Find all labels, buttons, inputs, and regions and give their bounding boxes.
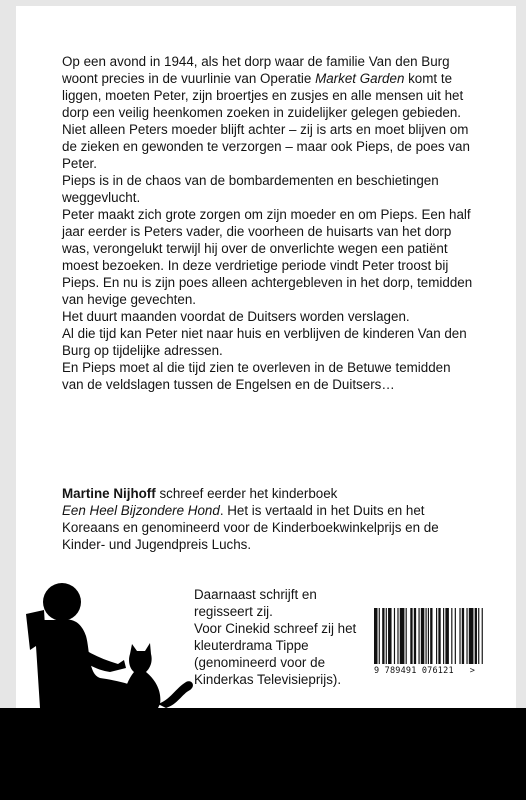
author-name: Martine Nijhoff	[62, 486, 156, 501]
barcode-bar	[388, 608, 392, 664]
barcode-bar	[400, 608, 405, 664]
barcode-bar	[394, 608, 395, 664]
barcode-arrow: >	[469, 666, 476, 676]
previous-book-title: Een Heel Bijzondere Hond	[62, 503, 220, 518]
cover-frame-top	[0, 0, 526, 6]
barcode-bar	[451, 608, 452, 664]
barcode-bar	[462, 608, 464, 664]
operation-name: Market Garden	[315, 71, 405, 86]
barcode-bar	[466, 608, 467, 664]
barcode-bar	[445, 608, 449, 664]
cover-frame-right	[516, 0, 526, 800]
blurb-paragraph-6: En Pieps moet al die tijd zien te overleven in de Betuwe temidden van de veldslagen tussen de Engelsen en de Duitsers…	[62, 360, 451, 392]
isbn-barcode	[370, 606, 490, 688]
barcode-bar	[459, 608, 460, 664]
blurb-paragraph-2: Pieps is in de chaos van de bombardementen en beschietingen weggevlucht.	[62, 173, 439, 205]
barcode-bar	[436, 608, 437, 664]
blurb-paragraph-4: Het duurt maanden voordat de Duitsers worden verslagen.	[62, 309, 410, 324]
barcode-bar	[425, 608, 426, 664]
author-bio: Martine Nijhoff schreef eerder het kinderboek Een Heel Bijzondere Hond. Het is vertaald in het Duits en het Koreaans en genomineerd voor de Kinderboekwinkelprijs en de Kinder- und Jugendpreis Luchs.	[62, 486, 439, 552]
barcode-bar	[455, 608, 456, 664]
blurb-paragraph-3: Peter maakt zich grote zorgen om zijn moeder en om Pieps. Een half jaar eerder is Peters vader, die voorheen de huisarts van het dorp was, verongelukt terwijl hij over de onverlichte wegen een patiënt moest bezoeken. In deze verdrietige periode vindt Peter troost bij Pieps. En nu is zijn poes alleen achtergebleven in het dorp, temidden van hevige gevechten.	[62, 207, 473, 307]
barcode-bar	[478, 608, 479, 664]
blurb-paragraph-5: Al die tijd kan Peter niet naar huis en verblijven de kinderen Van den Burg op tijdelijke adressen.	[62, 326, 467, 358]
barcode-bar	[475, 608, 477, 664]
blurb-paragraph-1: Op een avond in 1944, als het dorp waar de familie Van den Burg woont precies in de vuurlinie van Operatie Market Garden komt te liggen, moeten Peter, zijn broertjes en zusjes en alle mensen uit het dorp een veilig heenkomen zoeken in zuidelijker gelegen gebieden. Niet alleen Peters moeder blijft achter – zij is arts en moet blijven om de zieken en gewonden te verzorgen – maar ook Pieps, de poes van Peter.	[62, 54, 470, 171]
barcode-bar	[386, 608, 387, 664]
bottom-black-band	[0, 708, 526, 800]
barcode-bar	[379, 608, 380, 664]
child-and-cat-silhouette-icon	[0, 580, 230, 712]
author-bio-continued: Daarnaast schrijft en regisseert zij. Voor Cinekid schreef zij het kleuterdrama Tippe (genomineerd voor de Kinderkas Televisieprijs).	[194, 587, 357, 687]
barcode-bar	[414, 608, 416, 664]
barcode-bar	[382, 608, 384, 664]
barcode-bar	[430, 608, 432, 664]
barcode-bars	[370, 606, 490, 666]
blurb-text	[62, 53, 474, 393]
barcode-bar	[410, 608, 412, 664]
barcode-bar	[482, 608, 483, 664]
barcode-bar	[421, 608, 425, 664]
barcode-bar	[469, 608, 474, 664]
barcode-bar	[406, 608, 407, 664]
barcode-bar	[428, 608, 429, 664]
barcode-bar	[397, 608, 398, 664]
barcode-bar	[374, 608, 378, 664]
barcode-bar	[438, 608, 440, 664]
barcode-bar	[418, 608, 419, 664]
barcode-bar	[443, 608, 444, 664]
isbn-digits: 9 789491 076121 >	[374, 666, 476, 676]
